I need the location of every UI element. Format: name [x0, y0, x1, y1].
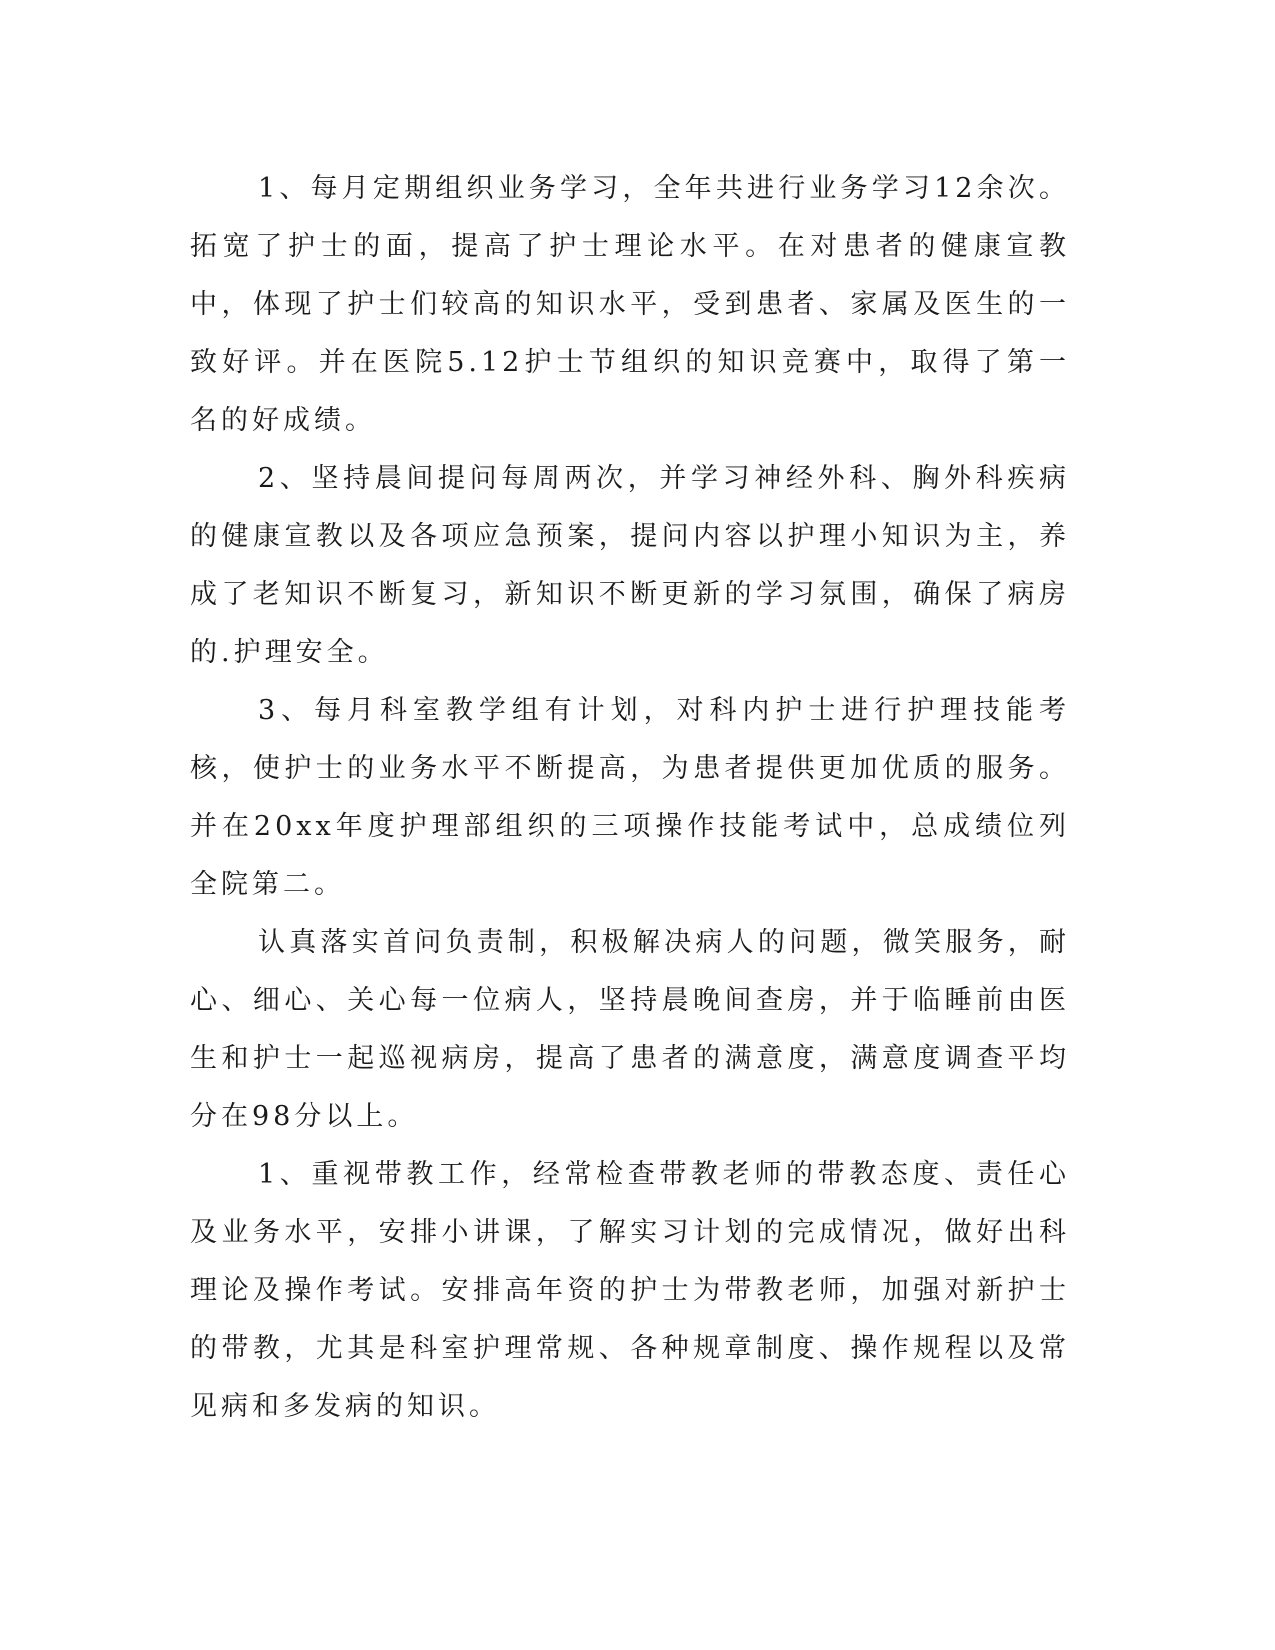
- paragraph-3: 3、每月科室教学组有计划，对科内护士进行护理技能考核，使护士的业务水平不断提高，为患者提供更加优质的服务。并在20xx年度护理部组织的三项操作技能考试中，总成绩位列全院第二。: [190, 695, 1070, 900]
- paragraph-5: 1、重视带教工作，经常检查带教老师的带教态度、责任心及业务水平，安排小讲课，了解实习计划的完成情况，做好出科理论及操作考试。安排高年资的护士为带教老师，加强对新护士的带教，尤其是科室护理常规、各种规章制度、操作规程以及常见病和多发病的知识。: [190, 1159, 1070, 1422]
- paragraph-2: 2、坚持晨间提问每周两次，并学习神经外科、胸外科疾病的健康宣教以及各项应急预案，提问内容以护理小知识为主，养成了老知识不断复习，新知识不断更新的学习氛围，确保了病房的.护理安全。: [190, 463, 1070, 668]
- document-body: [190, 160, 1070, 1436]
- paragraph-1: 1、每月定期组织业务学习，全年共进行业务学习12余次。拓宽了护士的面，提高了护士理论水平。在对患者的健康宣教中，体现了护士们较高的知识水平，受到患者、家属及医生的一致好评。并在医院5.12护士节组织的知识竞赛中，取得了第一名的好成绩。: [190, 173, 1070, 436]
- paragraph-4: 认真落实首问负责制，积极解决病人的问题，微笑服务，耐心、细心、关心每一位病人，坚持晨晚间查房，并于临睡前由医生和护士一起巡视病房，提高了患者的满意度，满意度调查平均分在98分以上。: [190, 927, 1070, 1132]
